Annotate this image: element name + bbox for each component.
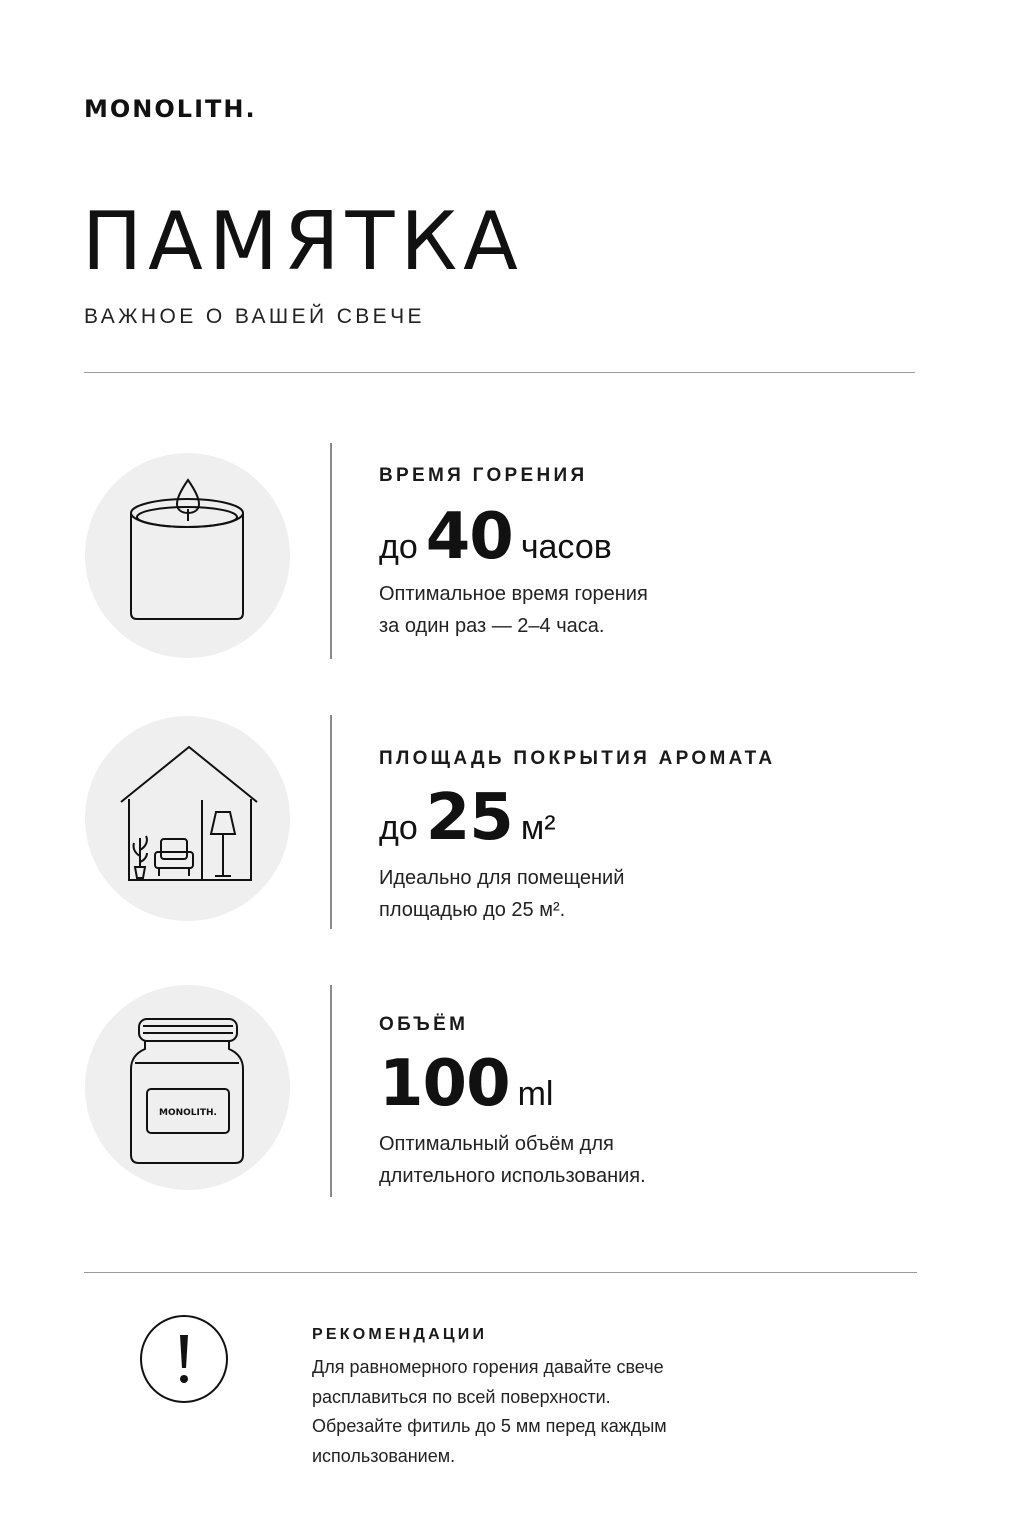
house-icon <box>85 716 290 921</box>
feature-value <box>379 1047 554 1121</box>
feature-description <box>379 862 839 926</box>
brand-logo: MONOLITH. <box>84 95 257 123</box>
value-number: 100 <box>379 1047 510 1121</box>
feature-value <box>379 781 556 855</box>
value-number: 25 <box>425 781 513 855</box>
description-line: Оптимальное время горения <box>379 583 648 605</box>
description-line: Оптимальный объём для <box>379 1133 614 1155</box>
feature-divider <box>330 715 332 929</box>
value-unit: м² <box>520 809 556 847</box>
description-line: площадью до 25 м². <box>379 899 566 921</box>
recommendation-line: использованием. <box>312 1445 456 1466</box>
bottom-divider <box>84 1272 917 1273</box>
jar-icon <box>85 985 290 1190</box>
description-line: за один раз — 2–4 часа. <box>379 615 605 637</box>
feature-divider <box>330 985 332 1197</box>
feature-description <box>379 578 839 642</box>
value-unit: часов <box>520 528 612 566</box>
feature-description <box>379 1128 839 1192</box>
feature-divider <box>330 443 332 659</box>
description-line: длительного использования. <box>379 1165 646 1187</box>
exclamation-icon <box>139 1314 229 1404</box>
feature-label: ПЛОЩАДЬ ПОКРЫТИЯ АРОМАТА <box>379 748 776 769</box>
feature-value <box>379 500 612 574</box>
description-line: Идеально для помещений <box>379 867 625 889</box>
recommendation-line: расплавиться по всей поверхности. <box>312 1386 611 1407</box>
jar-label-text: MONOLITH. <box>159 1108 217 1118</box>
feature-label: ВРЕМЯ ГОРЕНИЯ <box>379 465 588 486</box>
feature-label: ОБЪЁМ <box>379 1014 469 1035</box>
recommendation-line: Обрезайте фитиль до 5 мм перед каждым <box>312 1416 667 1436</box>
recommendation-line: Для равномерного горения давайте свече <box>312 1357 664 1377</box>
value-number: 40 <box>425 500 513 574</box>
recommendations-label: РЕКОМЕНДАЦИИ <box>312 1326 488 1343</box>
recommendations-text <box>312 1353 792 1471</box>
value-unit: ml <box>517 1075 554 1113</box>
page-title: ПАМЯТКА <box>82 195 524 288</box>
candle-icon <box>85 453 290 658</box>
top-divider <box>84 372 915 373</box>
value-prefix: до <box>379 809 418 847</box>
page-subtitle: ВАЖНОЕ О ВАШЕЙ СВЕЧЕ <box>84 305 425 328</box>
value-prefix: до <box>379 528 418 566</box>
